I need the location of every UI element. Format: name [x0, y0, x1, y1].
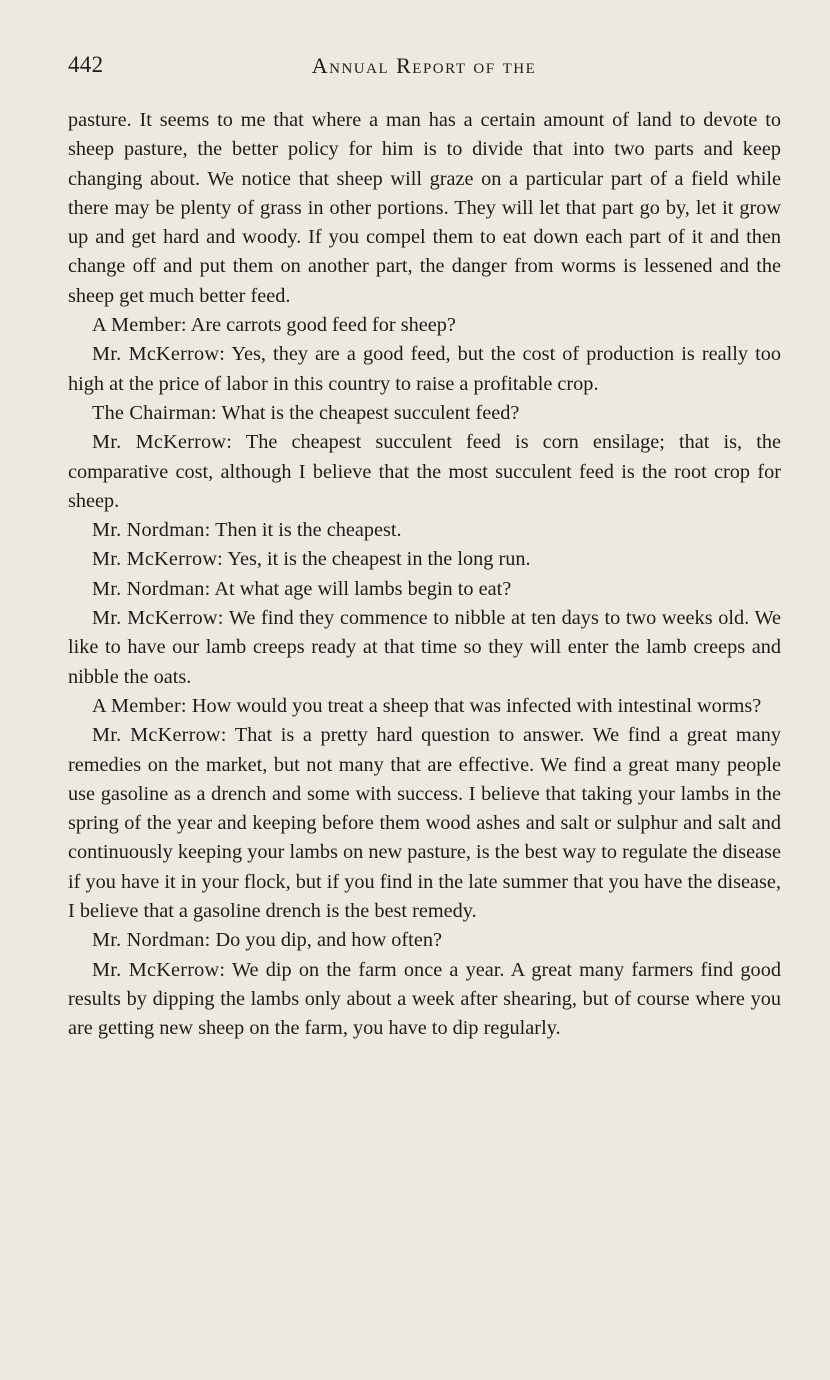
speaker-label: Mr. McKerrow:: [92, 607, 224, 630]
paragraph: [68, 340, 781, 399]
speaker-label: Mr. Nordman:: [92, 577, 211, 600]
paragraph-text: We find they commence to nibble at ten days to two weeks old. We like to have our lamb creeps ready at that time so they will enter the lamb creeps and nibble the oats.: [68, 607, 781, 688]
paragraph: [68, 545, 781, 574]
page-number: 442: [68, 52, 104, 77]
paragraph: [68, 106, 781, 311]
speaker-label: Mr. Nordman:: [92, 519, 211, 542]
speaker-label: Mr. McKerrow:: [92, 548, 224, 571]
speaker-label: The Chairman:: [92, 401, 217, 424]
paragraph-text: Then it is the cheapest.: [215, 519, 402, 542]
paragraph-text: We dip on the farm once a year. A great many farmers find good results by dipping the lambs only about a week after shearing, but of course where you are getting new sheep on the farm, you have to dip regularly.: [68, 958, 781, 1040]
speaker-label: Mr. McKerrow:: [92, 724, 227, 747]
speaker-label: A Member:: [92, 314, 187, 337]
paragraph-text: How would you treat a sheep that was infected with intestinal worms?: [191, 694, 762, 717]
paragraph-text: Do you dip, and how often?: [215, 929, 442, 952]
running-title: Annual Report of the: [311, 53, 537, 78]
paragraph: [68, 721, 781, 926]
paragraph: [68, 311, 781, 340]
paragraph-text: Are carrots good feed for sheep?: [190, 314, 456, 337]
paragraph-text: pasture. It seems to me that where a man has a certain amount of land to devote to sheep pasture, the better policy for him is to divide that into two parts and keep changing about. We notice that sheep will graze on a particular part of a field while there may be plenty of grass in other portions. They will let that part go by, let it grow up and get hard and woody. If you compel them to eat down each part of it and then change off and put them on another part, the danger from worms is lessened and the sheep get much better feed.: [68, 109, 781, 307]
paragraph: [68, 428, 781, 516]
paragraph: [68, 956, 781, 1044]
speaker-label: Mr. McKerrow:: [92, 431, 233, 454]
paragraph: [68, 575, 781, 604]
body-text: [68, 106, 781, 1044]
speaker-label: Mr. Nordman:: [92, 929, 211, 952]
speaker-label: Mr. McKerrow:: [92, 958, 226, 981]
paragraph: [68, 604, 781, 692]
speaker-label: A Member:: [92, 694, 187, 717]
page-header: [68, 52, 780, 82]
paragraph-text: Yes, it is the cheapest in the long run.: [227, 548, 531, 571]
paragraph-text: What is the cheapest succulent feed?: [221, 401, 520, 424]
paragraph: [68, 399, 781, 428]
paragraph-text: At what age will lambs begin to eat?: [214, 577, 512, 600]
paragraph: [68, 926, 781, 955]
speaker-label: Mr. McKerrow:: [92, 343, 226, 366]
paragraph: [68, 516, 781, 545]
paragraph-text: The cheapest succulent feed is corn ensilage; that is, the comparative cost, although I believe that the most succulent feed is the root crop for sheep.: [68, 431, 781, 512]
paragraph: [68, 692, 781, 721]
paragraph-text: Yes, they are a good feed, but the cost of production is really too high at the price of labor in this country to raise a profitable crop.: [68, 343, 781, 395]
paragraph-text: That is a pretty hard question to answer. We find a great many remedies on the market, but not many that are effective. We find a great many people use gasoline as a drench and some with success. I believe that taking your lambs in the spring of the year and keeping before them wood ashes and salt or sulphur and salt and continuously keeping your lambs on new pasture, is the best way to regulate the disease if you have it in your flock, but if you find in the late summer that you have the disease, I believe that a gasoline drench is the best remedy.: [68, 724, 781, 923]
